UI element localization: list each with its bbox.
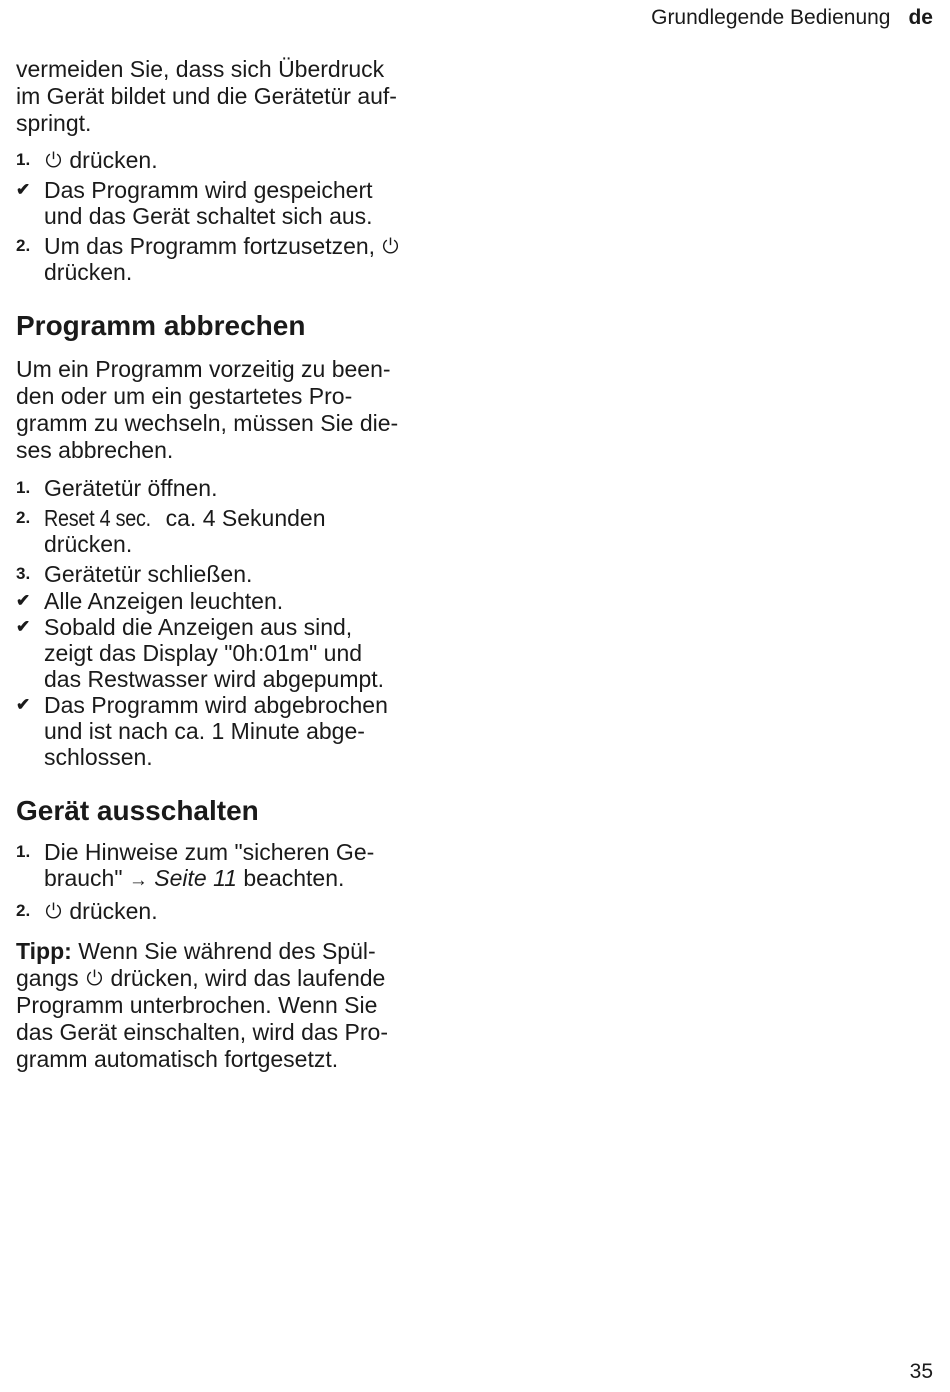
step-number: 1. <box>16 150 31 169</box>
intro-line: springt. <box>16 110 92 136</box>
step-item <box>16 147 456 173</box>
header-section-title: Grundlegende Bedienung <box>651 6 891 29</box>
intro-steps <box>16 147 456 285</box>
result-item <box>16 692 456 770</box>
page-number: 35 <box>909 1360 933 1383</box>
header-language: de <box>908 6 933 29</box>
result-text: Sobald die Anzeigen aus sind, <box>44 614 353 640</box>
abort-paragraph <box>16 356 456 464</box>
intro-line: vermeiden Sie, dass sich Überdruck <box>16 56 385 82</box>
intro-paragraph <box>16 56 456 137</box>
step-text: Gerätetür öffnen. <box>44 475 218 501</box>
content-column <box>16 56 456 1073</box>
step-item <box>16 839 456 894</box>
step-text: drücken. <box>69 898 158 924</box>
tip-text: drücken, wird das laufende <box>110 965 386 991</box>
step-item <box>16 898 456 924</box>
result-text: und ist nach ca. 1 Minute abge- <box>44 718 365 744</box>
abort-line: ses abbrechen. <box>16 437 174 463</box>
reset-button-label: Reset 4 sec. <box>44 505 151 531</box>
result-text: Das Programm wird gespeichert <box>44 177 373 203</box>
result-item <box>16 177 456 229</box>
page-reference-link[interactable]: Seite 11 <box>154 865 237 891</box>
result-item <box>16 588 456 614</box>
step-text: beachten. <box>243 865 345 891</box>
step-item <box>16 233 456 285</box>
power-icon <box>85 968 104 987</box>
result-item <box>16 614 456 692</box>
abort-steps <box>16 475 456 770</box>
page-header <box>651 6 933 30</box>
section-heading-off: Gerät ausschalten <box>16 795 259 826</box>
tip-paragraph <box>16 938 456 1073</box>
checkmark-icon: ✔ <box>16 591 31 610</box>
arrow-right-icon: → <box>128 870 148 891</box>
power-icon <box>44 901 63 920</box>
intro-line: im Gerät bildet und die Gerätetür auf- <box>16 83 397 109</box>
tip-text: das Gerät einschalten, wird das Pro- <box>16 1019 389 1045</box>
section-heading-abort: Programm abbrechen <box>16 310 306 341</box>
power-icon <box>44 150 63 169</box>
abort-line: den oder um ein gestartetes Pro- <box>16 383 353 409</box>
result-text: Das Programm wird abgebrochen <box>44 692 388 718</box>
step-text: Die Hinweise zum "sicheren Ge- <box>44 839 375 865</box>
power-icon <box>381 236 400 255</box>
abort-line: gramm zu wechseln, müssen Sie die- <box>16 410 399 436</box>
tip-text: Wenn Sie während des Spül- <box>78 938 376 964</box>
step-text: drücken. <box>44 259 133 285</box>
step-text: Gerätetür schließen. <box>44 561 253 587</box>
step-number: 2. <box>16 508 31 527</box>
step-text: Um das Programm fortzusetzen, <box>44 233 376 259</box>
step-number: 2. <box>16 901 31 920</box>
step-text: drücken. <box>44 531 133 557</box>
result-text: das Restwasser wird abgepumpt. <box>44 666 385 692</box>
step-item <box>16 561 456 587</box>
result-text: und das Gerät schaltet sich aus. <box>44 203 373 229</box>
checkmark-icon: ✔ <box>16 617 31 636</box>
step-item <box>16 505 456 557</box>
result-text: schlossen. <box>44 744 153 770</box>
result-text: zeigt das Display "0h:01m" und <box>44 640 363 666</box>
step-number: 3. <box>16 564 31 583</box>
step-text: brauch" <box>44 865 123 891</box>
step-text: drücken. <box>69 147 158 173</box>
abort-line: Um ein Programm vorzeitig zu been- <box>16 356 391 382</box>
tip-text: gramm automatisch fortgesetzt. <box>16 1046 339 1072</box>
step-number: 2. <box>16 236 31 255</box>
off-steps <box>16 839 456 924</box>
tip-text: gangs <box>16 965 79 991</box>
result-text: Alle Anzeigen leuchten. <box>44 588 284 614</box>
step-item <box>16 475 456 501</box>
tip-text: Programm unterbrochen. Wenn Sie <box>16 992 378 1018</box>
step-number: 1. <box>16 478 31 497</box>
checkmark-icon: ✔ <box>16 695 31 714</box>
checkmark-icon: ✔ <box>16 180 31 199</box>
step-text: ca. 4 Sekunden <box>165 505 326 531</box>
step-number: 1. <box>16 842 31 861</box>
tip-label: Tipp: <box>16 938 72 964</box>
